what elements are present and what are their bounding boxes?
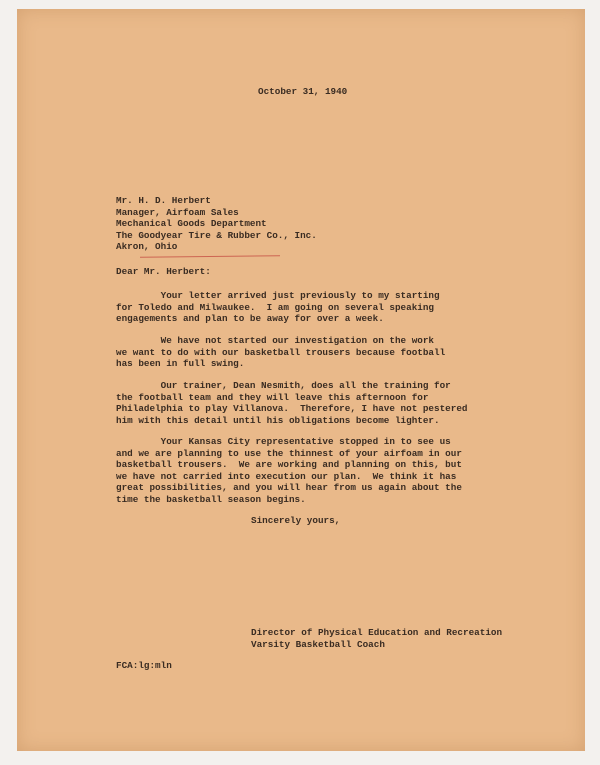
address-line: Manager, Airfoam Sales — [116, 206, 239, 218]
paragraph-line: we have not carried into execution our plan. We think it has — [116, 470, 457, 482]
paragraph-line: engagements and plan to be away for over a week. — [116, 313, 384, 325]
paragraph-line: the football team and they will leave this afternoon for — [116, 391, 429, 403]
paragraph-line: basketball trousers. We are working and planning on this, but — [116, 459, 462, 471]
address-line: Akron, Ohio — [116, 241, 178, 253]
paragraph-1 — [116, 290, 440, 325]
paragraph-line: great possibilities, and you will hear from us again about the — [116, 482, 462, 494]
closing: Sincerely yours, — [251, 515, 341, 526]
address-line: Mechanical Goods Department — [116, 218, 267, 230]
recipient-address — [116, 195, 317, 253]
paragraph-2 — [116, 335, 445, 370]
paragraph-line: has been in full swing. — [116, 358, 245, 370]
paragraph-3 — [116, 380, 467, 426]
paragraph-line: and we are planning to use the thinnest of your airfoam in our — [116, 447, 462, 459]
paragraph-line: him with this detail until his obligations become lighter. — [116, 414, 440, 426]
salutation: Dear Mr. Herbert: — [116, 266, 211, 277]
signature-line: Director of Physical Education and Recreation — [251, 627, 503, 638]
paragraph-line: We have not started our investigation on the work — [116, 335, 435, 346]
letter-date: October 31, 1940 — [258, 86, 348, 97]
paragraph-line: for Toledo and Milwaukee. I am going on several speaking — [116, 301, 435, 313]
address-line: The Goodyear Tire & Rubber Co., Inc. — [116, 229, 317, 241]
paragraph-line: Our trainer, Dean Nesmith, does all the training for — [116, 380, 451, 391]
paragraph-line: Your Kansas City representative stopped in to see us — [116, 436, 451, 447]
address-line: Mr. H. D. Herbert — [116, 195, 211, 206]
typist-initials: FCA:lg:mln — [116, 660, 172, 671]
paragraph-line: we want to do with our basketball trousers because football — [116, 346, 446, 358]
paragraph-line: Your letter arrived just previously to my starting — [116, 290, 440, 301]
paragraph-line: Philadelphia to play Villanova. Therefore, I have not pestered — [116, 403, 468, 415]
paragraph-line: time the basketball season begins. — [116, 493, 306, 505]
signature-block — [251, 627, 502, 650]
signature-line: Varsity Basketball Coach — [251, 638, 385, 650]
paragraph-4 — [116, 436, 462, 506]
